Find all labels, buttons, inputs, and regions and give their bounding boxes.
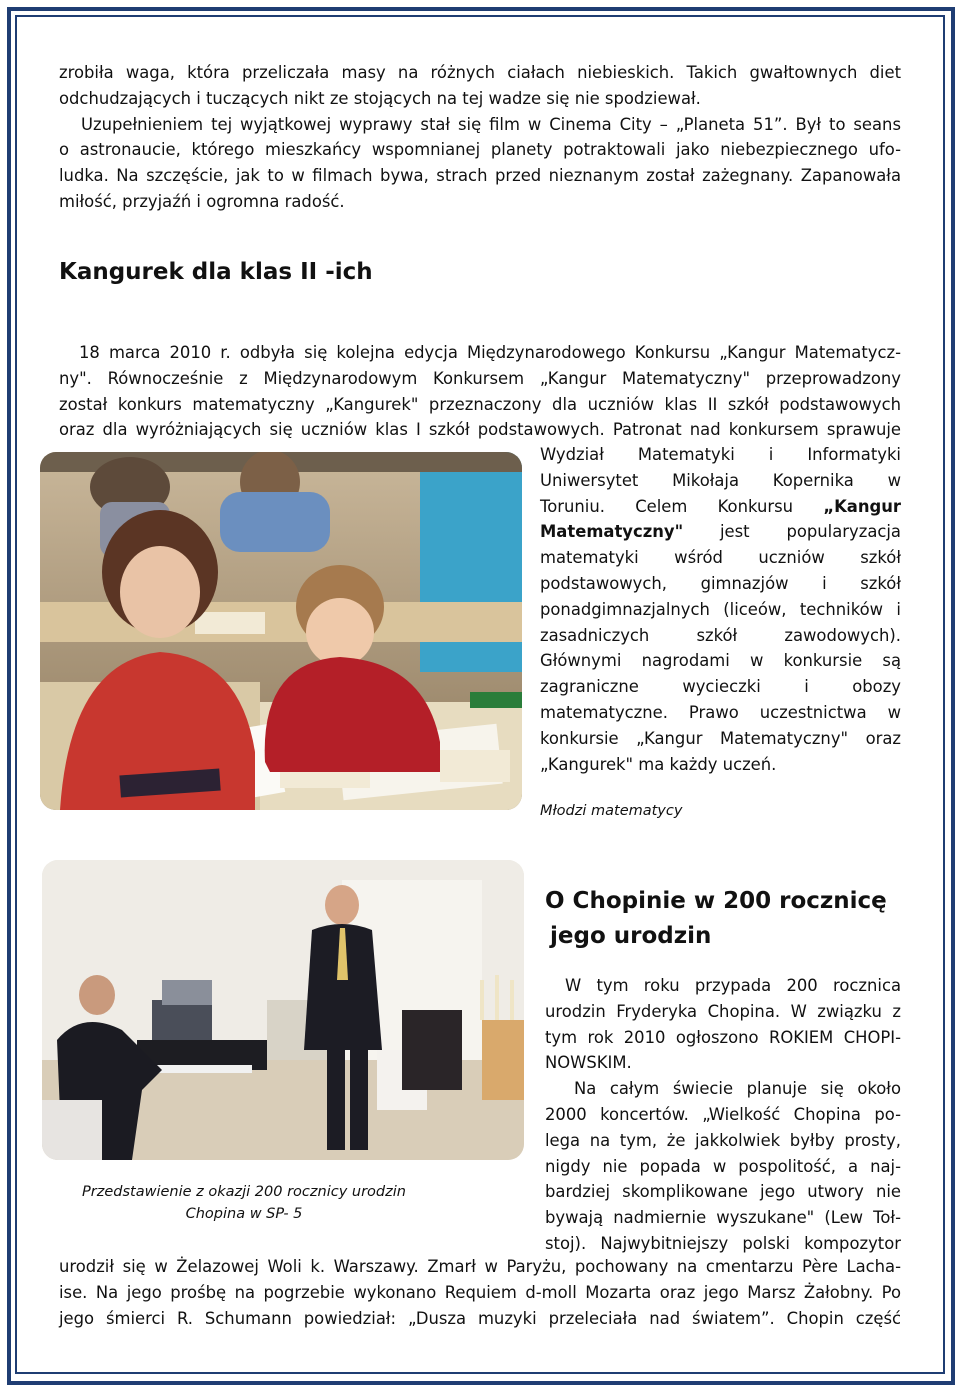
kangurek-side-text: Toruniu. Celem Konkursu — [540, 496, 794, 516]
kangurek-side-line: Uniwersytet Mikołaja Kopernika w — [540, 470, 901, 490]
photo-classroom-illustration — [40, 452, 522, 810]
heading-chopin-line1: O Chopinie w 200 rocznicę — [545, 888, 887, 914]
intro-line: Uzupełnieniem tej wyjątkowej wyprawy stał się film w Cinema City – „Planeta 51”. Był to seans — [81, 114, 901, 134]
chopin-side-line: nigdy nie popada w pospolitość, a naj- — [545, 1156, 901, 1176]
chopin-side-line: urodzin Fryderyka Chopina. W związku z — [545, 1001, 901, 1021]
chopin-side-line: lega na tym, że jakkolwiek byłby prosty, — [545, 1130, 901, 1150]
intro-line: ludka. Na szczęście, jak to w filmach bywa, strach przed nieznanym został zażegnany. Zapanowała — [59, 166, 901, 186]
photo-young-mathematicians — [40, 452, 522, 810]
chopin-side-line: Na całym świecie planuje się około — [574, 1079, 901, 1099]
kangurek-side-text: jest popularyzacja — [720, 522, 901, 542]
chopin-side-line: tym rok 2010 ogłoszono ROKIEM CHOPI- — [545, 1027, 901, 1047]
intro-line: o astronaucie, którego mieszkańcy wspomnianej planety potraktowali jako niebezpiecznego ufo- — [59, 140, 901, 160]
kangurek-side-line — [540, 494, 901, 520]
photo-caption-chopin-line: Chopina w SP- 5 — [185, 1206, 303, 1222]
kangurek-side-line: „Kangurek" ma każdy uczeń. — [540, 754, 777, 774]
kangurek-side-line: zasadniczych szkół zawodowych). — [540, 625, 901, 645]
matematyczny-bold-phrase: Matematyczny" — [540, 522, 684, 542]
kangurek-paragraph — [59, 340, 901, 443]
kangurek-side-line: podstawowych, gimnazjów i szkół — [540, 573, 901, 593]
chopin-line: ise. Na jego prośbę na pogrzebie wykonano Requiem d-moll Mozarta oraz jego Marsz Żałobny. Po — [59, 1282, 901, 1302]
intro-line: miłość, przyjaźń i ogromna radość. — [59, 191, 345, 211]
chopin-line: jego śmierci R. Schumann powiedział: „Dusza muzyki przeleciała nad światem”. Chopin część — [59, 1308, 901, 1328]
kangurek-side-line: Wydział Matematyki i Informatyki — [540, 445, 901, 464]
intro-line: odchudzających i tuczących nikt ze stojących na tej wadze się nie spodziewał. — [59, 88, 701, 108]
kangurek-side-line: zagraniczne wycieczki i obozy — [540, 677, 901, 697]
kangurek-side-line: matematyczne. Prawo uczestnictwa w — [540, 702, 901, 722]
kangurek-line: ny". Równocześnie z Międzynarodowym Konkursem „Kangur Matematyczny" przeprowadzony — [59, 368, 901, 388]
section-heading-chopin — [545, 884, 887, 954]
kangurek-side-line — [540, 519, 901, 545]
intro-line: zrobiła waga, która przeliczała masy na różnych ciałach niebieskich. Takich gwałtownych diet — [59, 63, 901, 82]
chopin-side-line: 2000 koncertów. „Wielkość Chopina po- — [545, 1104, 901, 1124]
chopin-side-line: bywają nadmiernie wyszukane" (Lew Toł- — [545, 1208, 901, 1228]
section-heading-kangurek: Kangurek dla klas II -ich — [59, 259, 373, 285]
photo-caption-young-mathematicians: Młodzi matematycy — [540, 803, 683, 819]
photo-caption-chopin — [42, 1181, 446, 1225]
chopin-side-line: NOWSKIM. — [545, 1053, 632, 1073]
kangurek-line: został konkurs matematyczny „Kangurek" przeznaczony dla uczniów klas II szkół podstawowych — [59, 394, 901, 414]
photo-chopin-performance — [42, 860, 524, 1160]
chopin-paragraph — [59, 1254, 901, 1331]
chopin-side-column — [545, 973, 901, 1257]
kangurek-side-line: Głównymi nagrodami w konkursie są — [540, 651, 901, 671]
chopin-side-line: W tym roku przypada 200 rocznica — [565, 976, 901, 995]
kangurek-line: 18 marca 2010 r. odbyła się kolejna edycja Międzynarodowego Konkursu „Kangur Matematycz- — [79, 343, 901, 362]
kangurek-line: oraz dla wyróżniających się uczniów klas I szkół podstawowych. Patronat nad konkursem sprawuje — [59, 420, 901, 440]
intro-paragraph — [59, 60, 901, 215]
chopin-side-line: stoj). Najwybitniejszy polski kompozytor — [545, 1233, 901, 1253]
photo-caption-chopin-line: Przedstawienie z okazji 200 rocznicy urodzin — [82, 1184, 406, 1200]
kangurek-side-line: konkursie „Kangur Matematyczny" oraz — [540, 728, 901, 748]
kangurek-side-column — [540, 442, 901, 777]
kangurek-side-line: matematyki wśród uczniów szkół — [540, 548, 901, 568]
kangur-bold-phrase: „Kangur — [823, 496, 901, 516]
photo-concert-illustration — [42, 860, 524, 1160]
kangurek-side-line: ponadgimnazjalnych (liceów, techników i — [540, 599, 901, 619]
chopin-line: urodził się w Żelazowej Woli k. Warszawy. Zmarł w Paryżu, pochowany na cmentarzu Père Lacha- — [59, 1257, 901, 1276]
heading-chopin-line2: jego urodzin — [550, 923, 712, 949]
chopin-side-line: bardziej skomplikowane jego utwory nie — [545, 1182, 901, 1202]
